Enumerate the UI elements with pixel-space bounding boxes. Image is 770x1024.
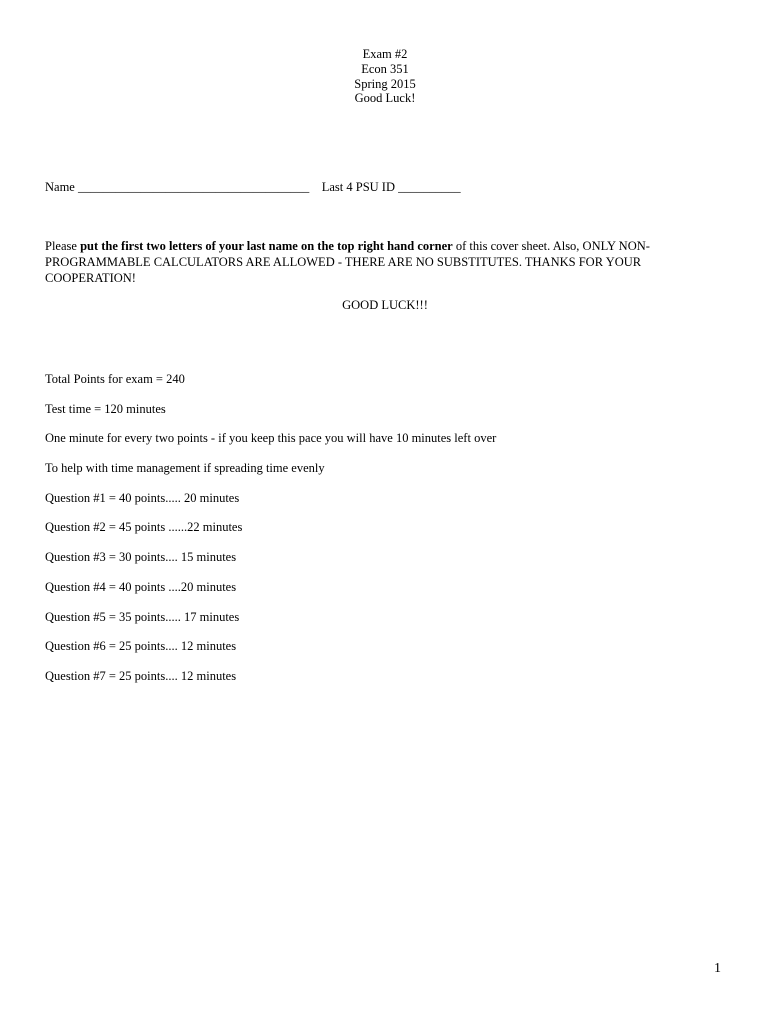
question-2-line: Question #2 = 45 points ......22 minutes: [45, 520, 243, 535]
header-good-luck: Good Luck!: [354, 91, 416, 106]
exam-title: Exam #2: [362, 47, 408, 61]
instructions-paragraph: [45, 239, 685, 286]
instructions-prefix: Please: [45, 239, 81, 253]
question-5-line: Question #5 = 35 points..... 17 minutes: [45, 609, 240, 624]
question-4-line: Question #4 = 40 points ....20 minutes: [45, 579, 237, 594]
time-management-line: To help with time management if spreading time evenly: [45, 461, 325, 476]
name-blank: _____________________________________: [77, 180, 310, 194]
name-id-line: [45, 180, 461, 195]
instructions-bold: put the first two letters of your last name on the top right hand corner: [80, 239, 453, 253]
name-label: Name: [45, 180, 75, 194]
question-3-line: Question #3 = 30 points.... 15 minutes: [45, 550, 237, 565]
good-luck-text: GOOD LUCK!!!: [342, 298, 428, 312]
exam-info-list: [45, 372, 496, 699]
exam-header: [0, 47, 770, 106]
test-time-line: Test time = 120 minutes: [45, 401, 166, 416]
question-6-line: Question #6 = 25 points.... 12 minutes: [45, 639, 237, 654]
instructions-line-1: [45, 239, 685, 255]
course-name: Econ 351: [361, 61, 409, 76]
semester: Spring 2015: [354, 76, 416, 91]
pace-line: One minute for every two points - if you keep this pace you will have 10 minutes left over: [45, 431, 497, 446]
psu-id-blank: __________: [398, 180, 461, 194]
psu-id-label: Last 4 PSU ID: [321, 180, 396, 194]
page-number: 1: [714, 961, 721, 976]
instructions-line-2: PROGRAMMABLE CALCULATORS ARE ALLOWED - THERE ARE NO SUBSTITUTES. THANKS FOR YOUR: [45, 254, 642, 269]
instructions-line-3: COOPERATION!: [45, 270, 136, 285]
instructions-suffix: of this cover sheet. Also, ONLY NON-: [452, 239, 650, 253]
question-1-line: Question #1 = 40 points..... 20 minutes: [45, 490, 240, 505]
total-points-line: Total Points for exam = 240: [45, 372, 185, 386]
question-7-line: Question #7 = 25 points.... 12 minutes: [45, 668, 237, 683]
